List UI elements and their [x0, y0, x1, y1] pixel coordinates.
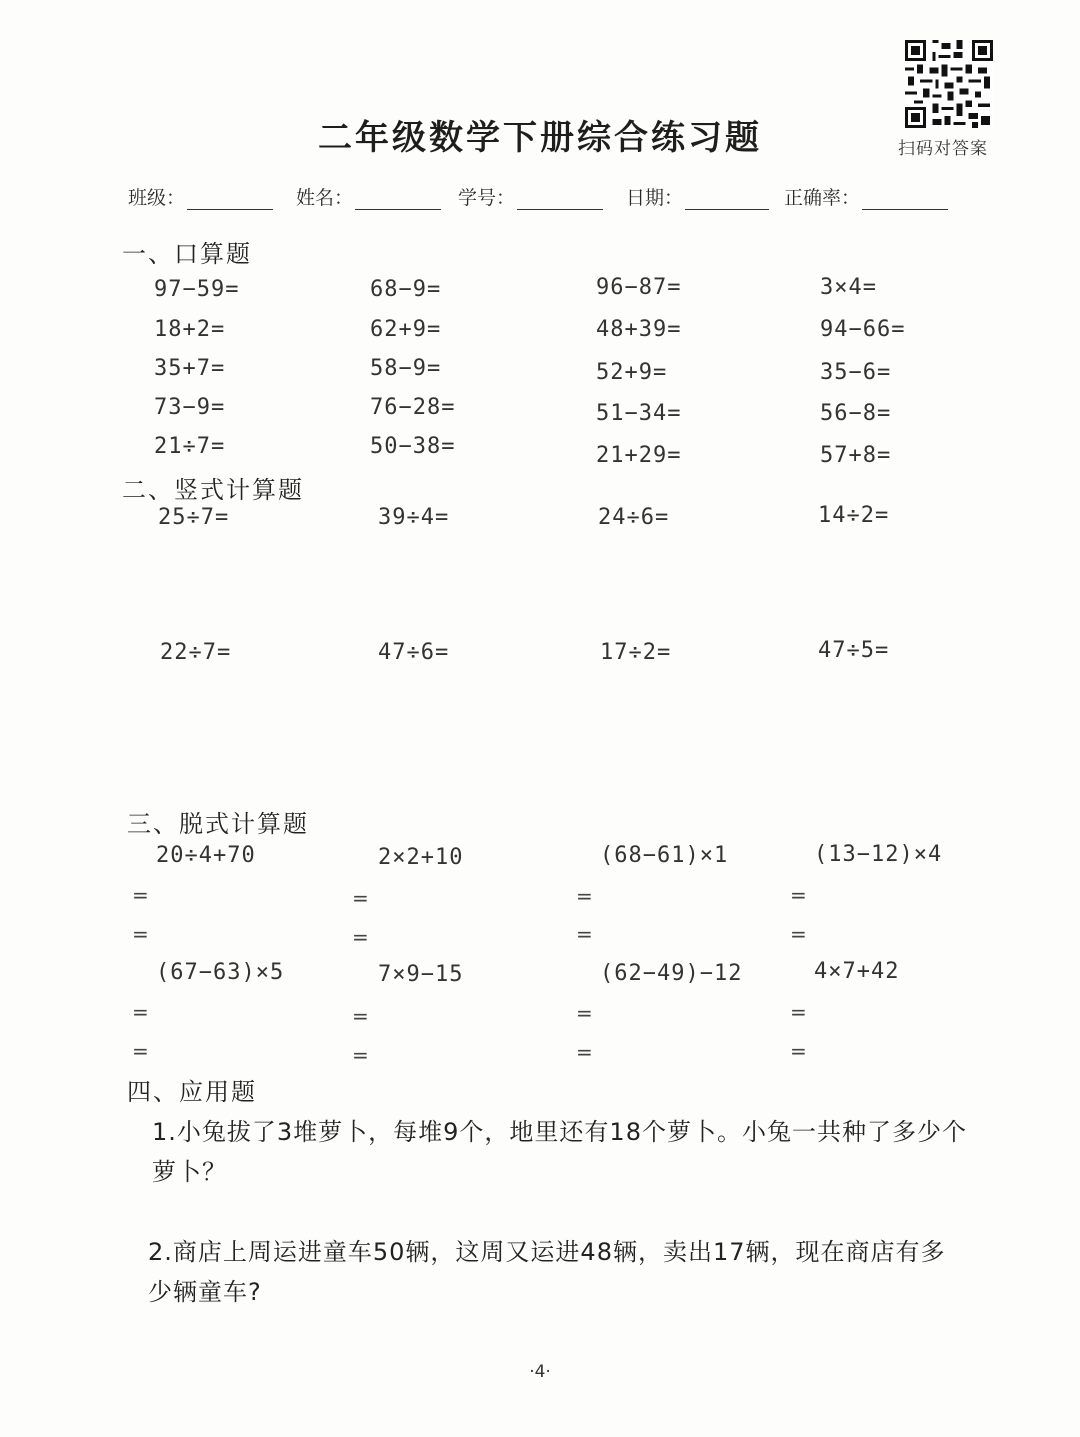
step-equals: = — [790, 1039, 807, 1063]
mental-math-item: 68−9= — [370, 277, 442, 302]
number-blank[interactable] — [517, 191, 603, 210]
mental-math-item: 21÷7= — [154, 434, 226, 459]
vertical-calc-item: 24÷6= — [598, 505, 670, 530]
step-equals: = — [576, 922, 593, 946]
mental-math-item: 94−66= — [820, 317, 906, 342]
accuracy-field[interactable] — [784, 183, 948, 210]
mental-math-item: 52+9= — [596, 360, 668, 385]
name-label: 姓名： — [296, 187, 354, 209]
name-blank[interactable] — [355, 191, 441, 210]
qr-code-icon — [905, 40, 993, 128]
word-problem-2: 2.商店上周运进童车50辆，这周又运进48辆，卖出17辆，现在商店有多少辆童车? — [148, 1238, 946, 1306]
date-blank[interactable] — [685, 191, 769, 210]
step-calc-item: (68−61)×1 — [600, 843, 729, 868]
section-1-title: 一、口算题 — [122, 240, 252, 268]
step-equals: = — [790, 1000, 807, 1024]
step-equals: = — [132, 922, 149, 946]
mental-math-item: 76−28= — [370, 395, 456, 420]
step-calc-item: 7×9−15 — [378, 962, 464, 987]
step-equals: = — [790, 883, 807, 907]
page-title: 二年级数学下册综合练习题 — [318, 118, 762, 158]
section-3-title: 三、脱式计算题 — [127, 810, 309, 838]
student-number-field[interactable] — [458, 183, 603, 210]
number-label: 学号： — [458, 187, 516, 209]
section-4-title: 四、应用题 — [127, 1078, 257, 1106]
mental-math-item: 21+29= — [596, 443, 682, 468]
step-equals: = — [576, 1001, 593, 1025]
name-field[interactable] — [296, 183, 441, 210]
step-equals: = — [352, 925, 369, 949]
mental-math-item: 35−6= — [820, 360, 892, 385]
mental-math-item: 73−9= — [154, 395, 226, 420]
step-calc-item: 4×7+42 — [814, 959, 900, 984]
mental-math-item: 35+7= — [154, 356, 226, 381]
mental-math-item: 56−8= — [820, 401, 892, 426]
mental-math-item: 3×4= — [820, 275, 877, 300]
mental-math-item: 51−34= — [596, 401, 682, 426]
step-equals: = — [132, 1000, 149, 1024]
step-equals: = — [576, 884, 593, 908]
class-blank[interactable] — [187, 191, 273, 210]
vertical-calc-item: 47÷5= — [818, 638, 890, 663]
step-equals: = — [352, 1043, 369, 1067]
mental-math-item: 50−38= — [370, 434, 456, 459]
vertical-calc-item: 22÷7= — [160, 640, 232, 665]
qr-caption: 扫码对答案 — [898, 139, 988, 159]
step-calc-item: (67−63)×5 — [156, 960, 285, 985]
vertical-calc-item: 14÷2= — [818, 503, 890, 528]
vertical-calc-item: 17÷2= — [600, 640, 672, 665]
mental-math-item: 97−59= — [154, 277, 240, 302]
step-equals: = — [132, 883, 149, 907]
vertical-calc-item: 25÷7= — [158, 505, 230, 530]
step-calc-item: (13−12)×4 — [814, 842, 943, 867]
page-number: ·4· — [529, 1362, 551, 1382]
mental-math-item: 48+39= — [596, 317, 682, 342]
class-field[interactable] — [128, 183, 273, 210]
mental-math-item: 96−87= — [596, 275, 682, 300]
word-problem-1: 1.小兔拔了3堆萝卜，每堆9个，地里还有18个萝卜。小兔一共种了多少个萝卜？ — [152, 1118, 967, 1186]
mental-math-item: 58−9= — [370, 356, 442, 381]
step-equals: = — [352, 1004, 369, 1028]
step-equals: = — [576, 1040, 593, 1064]
vertical-calc-item: 39÷4= — [378, 505, 450, 530]
vertical-calc-item: 47÷6= — [378, 640, 450, 665]
section-2-title: 二、竖式计算题 — [122, 476, 304, 504]
accuracy-blank[interactable] — [862, 191, 948, 210]
step-equals: = — [790, 922, 807, 946]
step-calc-item: (62−49)−12 — [600, 961, 743, 986]
mental-math-item: 57+8= — [820, 443, 892, 468]
step-equals: = — [352, 886, 369, 910]
mental-math-item: 18+2= — [154, 317, 226, 342]
date-label: 日期： — [626, 187, 684, 209]
date-field[interactable] — [626, 183, 769, 210]
class-label: 班级： — [128, 187, 186, 209]
step-calc-item: 2×2+10 — [378, 845, 464, 870]
accuracy-label: 正确率： — [784, 187, 861, 209]
step-equals: = — [132, 1039, 149, 1063]
mental-math-item: 62+9= — [370, 317, 442, 342]
step-calc-item: 20÷4+70 — [156, 843, 256, 868]
